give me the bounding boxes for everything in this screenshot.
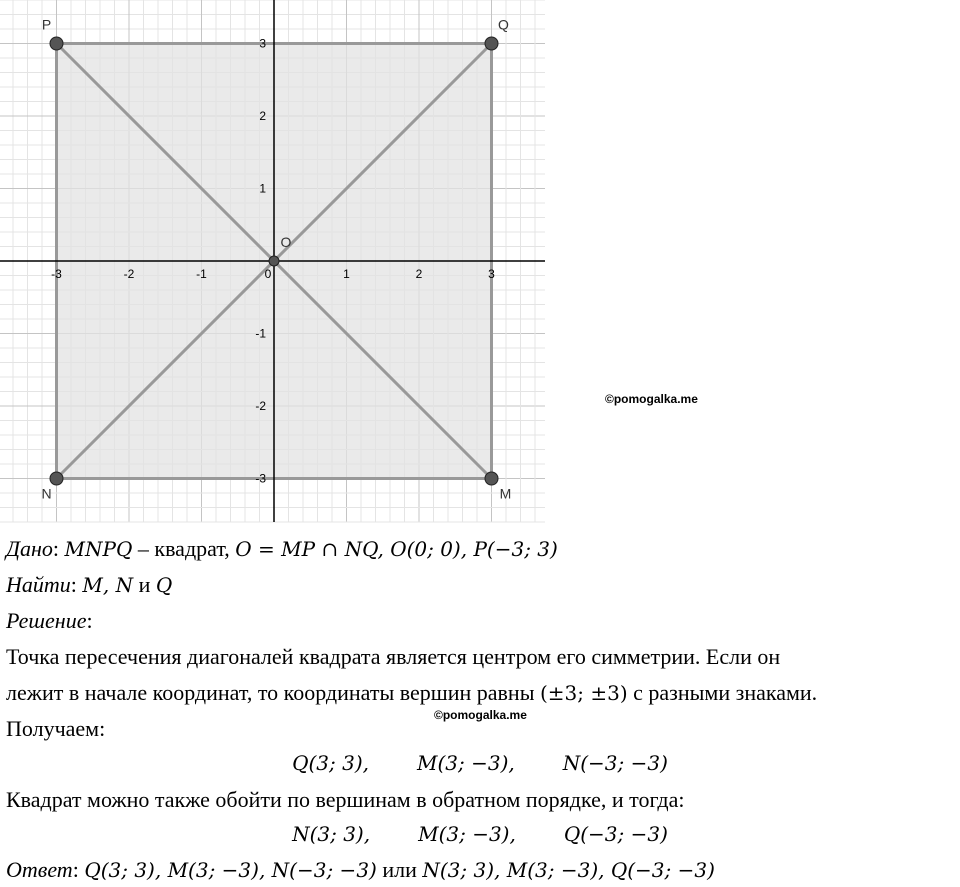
point-o xyxy=(269,256,279,266)
find-math: M, N xyxy=(82,573,134,597)
x-tick-label: 2 xyxy=(415,267,423,281)
point-q xyxy=(485,37,498,50)
eq1-m: M(3; −3), xyxy=(416,751,515,775)
solution-label: Решение xyxy=(6,608,87,633)
paragraph-4: Квадрат можно также обойти по вершинам в обратном порядке, и тогда: xyxy=(6,787,685,812)
find-q: Q xyxy=(155,573,173,597)
watermark: ©pomogalka.me xyxy=(605,392,698,406)
x-tick-label: -3 xyxy=(51,267,62,281)
given-line: Дано: MNPQ – квадрат, O = MP ∩ NQ, O(0; 0), P(−3; 3) xyxy=(6,536,558,561)
eq1-q: Q(3; 3), xyxy=(292,751,369,775)
answer-or: или xyxy=(376,857,423,882)
x-tick-label: -2 xyxy=(123,267,135,281)
y-tick-label: 1 xyxy=(259,181,266,196)
point-label-n: N xyxy=(41,485,52,502)
eq2-m: M(3; −3), xyxy=(418,822,516,846)
equation-2 xyxy=(0,820,960,848)
paragraph-1: Точка пересечения диагоналей квадрата является центром его симметрии. Если он xyxy=(6,644,781,669)
eq2-q: Q(−3; −3) xyxy=(563,822,668,846)
point-label-m: M xyxy=(499,485,512,502)
paragraph-3: Получаем: xyxy=(6,716,106,741)
x-tick-label: 0 xyxy=(264,267,272,281)
paragraph-2 xyxy=(6,679,817,707)
y-tick-label: -1 xyxy=(255,326,266,341)
given-math: MNPQ xyxy=(64,537,133,561)
answer-label: Ответ xyxy=(6,857,73,882)
eq2-n: N(3; 3), xyxy=(292,822,371,846)
p2-math: (±3; ±3) xyxy=(539,681,628,705)
equation-1 xyxy=(0,749,960,777)
y-tick-label: -2 xyxy=(255,399,266,413)
find-label: Найти xyxy=(6,572,71,597)
point-label-q: Q xyxy=(498,16,509,33)
answer-b: N(3; 3), M(3; −3), Q(−3; −3) xyxy=(422,858,715,882)
y-tick-label: -3 xyxy=(255,471,266,486)
find-and: и xyxy=(133,572,156,597)
find-line: Найти: M, N и Q xyxy=(6,572,173,597)
eq1-n: N(−3; −3) xyxy=(562,751,668,775)
point-p xyxy=(50,37,63,50)
p2-b: с разными знаками. xyxy=(627,680,818,705)
given-word: – квадрат, xyxy=(132,536,236,561)
point-label-o: O xyxy=(280,234,292,250)
watermark-2: ©pomogalka.me xyxy=(434,708,527,722)
answer-a: Q(3; 3), M(3; −3), N(−3; −3) xyxy=(84,858,377,882)
x-tick-label: 1 xyxy=(343,267,350,281)
answer-line: Ответ: Q(3; 3), M(3; −3), N(−3; −3) или N(3; 3), M(3; −3), Q(−3; −3) xyxy=(6,857,715,882)
point-label-p: P xyxy=(41,16,52,33)
coordinate-graph xyxy=(0,0,560,525)
p2-a: лежит в начале координат, то координаты вершин равны xyxy=(6,680,540,705)
x-tick-label: 3 xyxy=(488,267,495,281)
y-tick-label: 2 xyxy=(259,109,266,123)
given-rest: O = MP ∩ NQ, O(0; 0), P(−3; 3) xyxy=(235,537,558,561)
x-tick-label: -1 xyxy=(196,267,207,281)
point-m xyxy=(485,472,498,485)
y-tick-label: 3 xyxy=(259,36,266,51)
given-label: Дано xyxy=(6,536,53,561)
point-n xyxy=(50,472,63,485)
solution-line: Решение: xyxy=(6,608,93,633)
